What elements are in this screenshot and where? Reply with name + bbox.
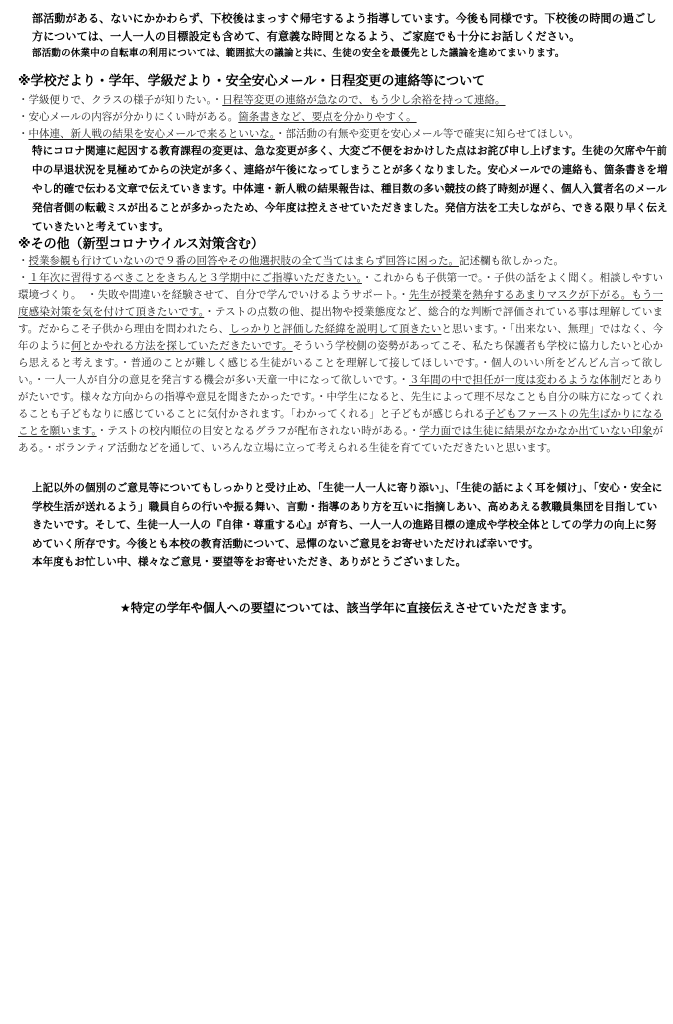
comment-line	[18, 253, 663, 270]
comment-block	[18, 270, 663, 457]
comment-text: ・テストの校内順位の目安となるグラフが配布されない時がある。・	[96, 425, 420, 437]
intro-section	[18, 10, 663, 62]
section2-comments	[18, 253, 663, 457]
underlined-comment-text: ３年間の中で担任が一度は変わるような体制	[408, 374, 621, 386]
comment-text: ・これからも子供第一で。・子供の話をよく聞く。相談しやすい環境づくり。 ・失敗や間違いを経験させて、自分で学んでいけるようサポート。・	[18, 272, 664, 301]
underlined-comment-text: 箇条書きなど、要点を分かりやすく。	[238, 111, 417, 123]
comment-text: と思います。・「出来ない、無理」ではなく、今年のように	[18, 323, 663, 352]
underlined-comment-text: 中体連、新人戦の結果を安心メールで来るといいな。	[28, 128, 276, 140]
comment-text: ・	[18, 128, 29, 140]
underlined-comment-text: 授業参観も行けていないので９番の回答やその他選択肢の全て当てはまらず回答に困った。	[28, 255, 459, 267]
comment-line	[18, 92, 663, 109]
underlined-comment-text: 子どもファーストの先生ばかりになることを願います。	[18, 408, 663, 437]
underlined-comment-text: 日程等変更の連絡が急なので、もう少し余裕を持って連絡。	[222, 94, 506, 106]
section1-comments	[18, 92, 663, 143]
section1-heading: ※学校だより・学年、学級だより・安全安心メール・日程変更の連絡等について	[18, 74, 486, 89]
comment-line	[18, 109, 663, 126]
section2-heading: ※その他（新型コロナウイルス対策含む）	[18, 237, 264, 252]
closing-paragraph: 上記以外の個別のご意見等についてもしっかりと受け止め、「生徒一人一人に寄り添い」、「生徒の話によく耳を傾け」、「安心・安全に学校生活が送れるよう」職員自らの行いや振る舞い、言動・指導のあり方を互いに指摘しあい、高めあえる教職員集団を目指していきたいです。そして、生徒一人一人の『自律・尊重する心』が育ち、一人一人の進路目標の達成や学校全体としての学力の向上に努めていく所存です。今後とも本校の教育活動について、忌憚のないご意見をお寄せいただければ幸いです。	[32, 482, 663, 550]
comment-text: だとありがたいです。様々な方向からの指導や意見を聞きたかったです。・中学生になると、先生によって理不尽なことも自分の味方になってくれることも子どもなりに感じていることに気付かされます。「わかってくれる」と子どもが感じられる	[18, 374, 663, 420]
underlined-comment-text: しっかりと評価した経緯を説明して頂きたい	[229, 323, 442, 335]
underlined-comment-text: １年次に習得するべきことをきちんと３学期中にご指導いただきたい。	[28, 272, 362, 284]
comment-text: がある。・ボランティア活動などを通して、いろんな立場に立って考えられる生徒を育てていただきたいと思います。	[18, 425, 663, 454]
comment-text: ・安心メールの内容が分かりにくい時がある。	[18, 111, 239, 123]
underlined-comment-text: 先生が授業を熱弁するあまりマスクが下がる。もう一度感染対策を気を付けて頂きたいです。	[18, 289, 664, 318]
comment-text: ・	[18, 272, 29, 284]
closing-thanks: 本年度もお忙しい中、様々なご意見・要望等をお寄せいただき、ありがとうございました。	[32, 556, 467, 568]
comment-text: 記述欄も欲しかった。	[459, 255, 564, 267]
underlined-comment-text: 学力面では生徒に結果がなかなか出ていない印象	[419, 425, 653, 437]
intro-paragraph-homeward: 部活動がある、ないにかかわらず、下校後はまっすぐ帰宅するよう指導しています。今後も同様です。下校後の時間の過ごし方については、一人一人の目標設定も含めて、有意義な時間となるよう、ご家庭でも十分にお話しください。	[32, 12, 657, 43]
comment-text: そういう学校側の姿勢があってこそ、私たち保護者も学校に協力したいと心から思えると考えます。・普通のことが難しく感じる生徒がいることを理解して接してほしいです。・個人のいい所をどんどん言って欲しい。・一人一人が自分の意見を発言する機会が多い天童一中になって欲しいです。・	[18, 340, 664, 386]
comment-text: ・学級便りで、クラスの様子が知りたい。・	[18, 94, 223, 106]
comment-text: ・	[18, 255, 29, 267]
underlined-comment-text: 何とかやれる方法を探していただきたいです。	[70, 340, 293, 352]
comment-text: ・部活動の有無や変更を安心メール等で確実に知らせてほしい。	[275, 128, 580, 140]
section1-response: 特にコロナ関連に起因する教育課程の変更は、急な変更が多く、大変ご不便をおかけした点はお詫び申し上げます。生徒の欠席や午前中の早退状況を見極めてからの決定が多く、連絡が午後になってしまうことが多くなりました。安心メールでの連絡も、箇条書きを増やし的確で伝わる文章で伝えていきます。中体連・新人戦の結果報告は、種目数の多い競技の終了時刻が遅く、個人入賞者名のメール発信者側の転載ミスが出ることが多かったため、今年度は控えさせていただきました。発信方法を工夫しながら、できる限り早く伝えていきたいと考えています。	[32, 145, 668, 233]
intro-paragraph-bicycle: 部活動の休業中の自転車の利用については、範囲拡大の議論と共に、生徒の安全を最優先とした議論を進めてまいります。	[32, 48, 565, 59]
closing-section	[18, 479, 663, 572]
comment-text: ・テストの点数の他、提出物や授業態度など、総合的な判断で評価されている事は理解しています。だからこそ子供から理由を問われたら、	[18, 306, 663, 335]
comment-line	[18, 126, 663, 143]
closing-note: ★特定の学年や個人への要望については、該当学年に直接伝えさせていただきます。	[120, 601, 574, 615]
